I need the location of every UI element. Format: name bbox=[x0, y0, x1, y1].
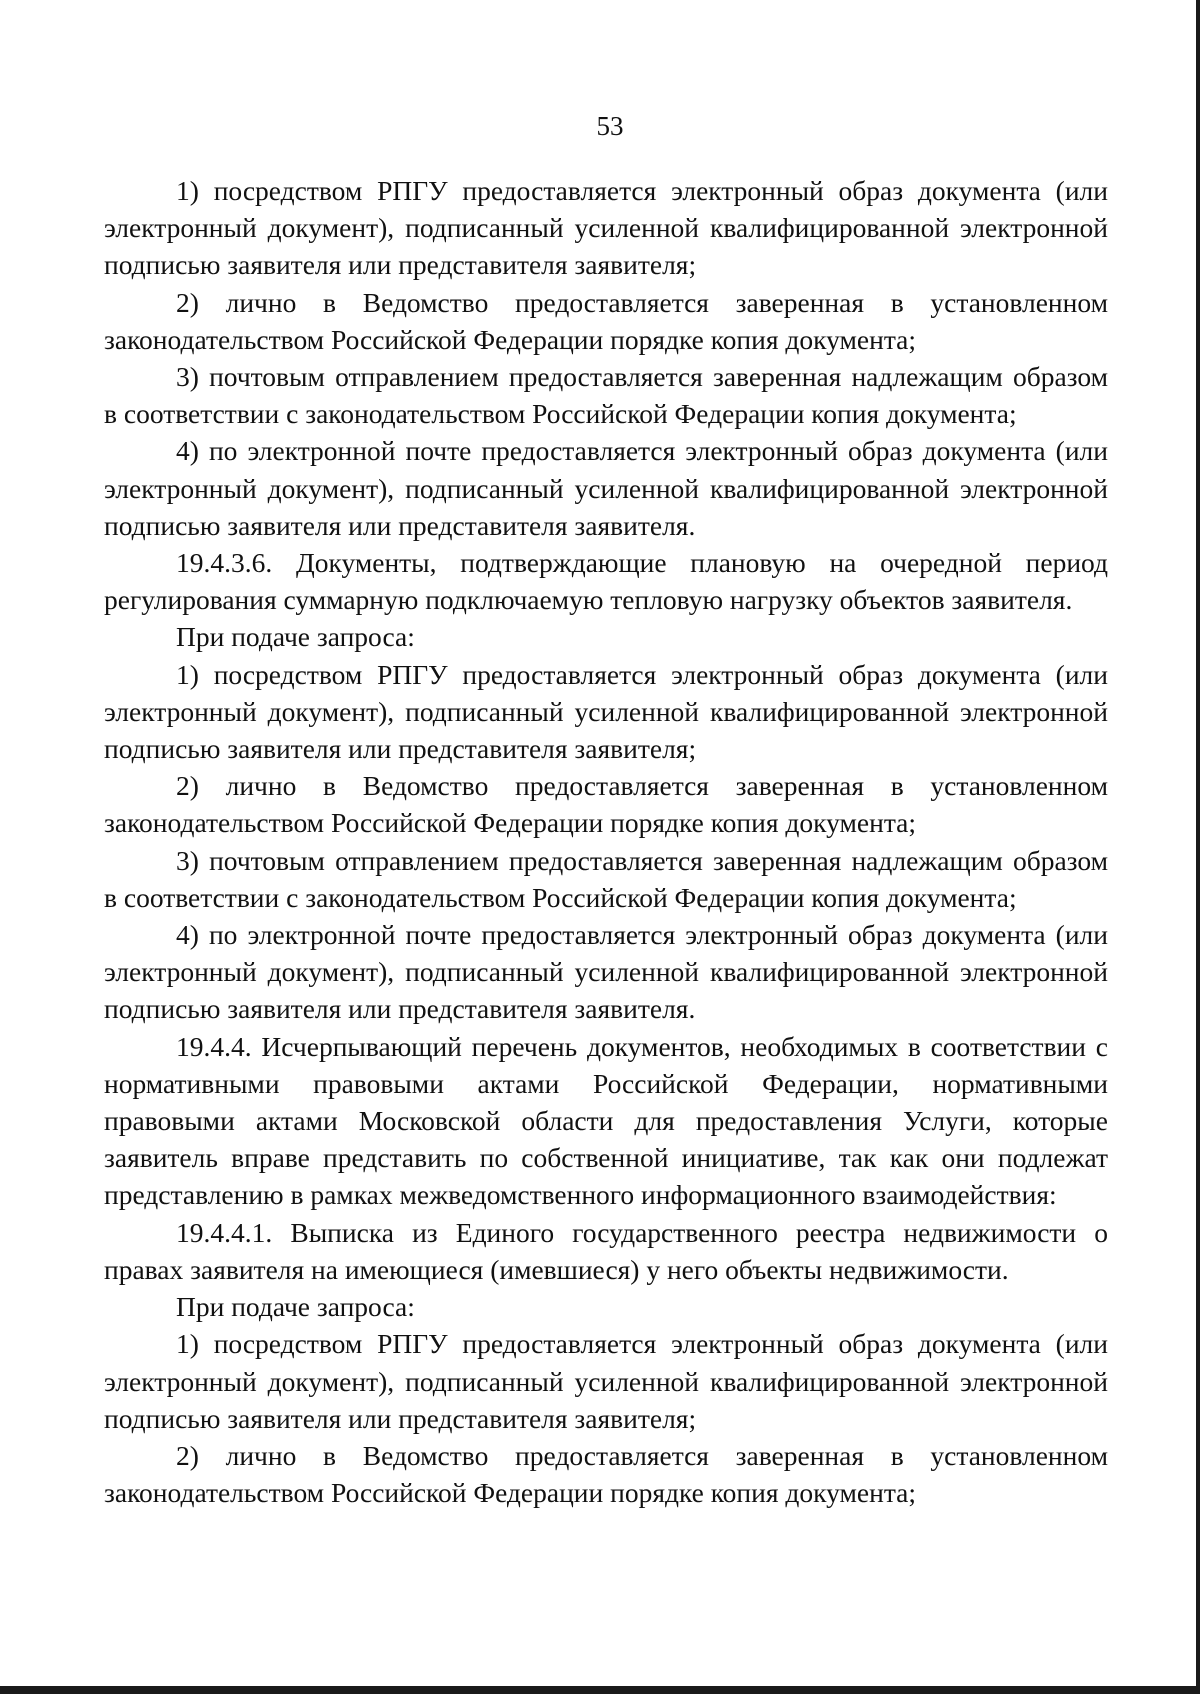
paragraph: 19.4.4. Исчерпывающий перечень документов, необходимых в соответствии с нормативными правовыми актами Российской Федерации, нормативными правовыми актами Московской области для предоставления Услуги, которые заявитель вправе представить по собственной инициативе, так как они подлежат представлению в рамках межведомственного информационного взаимодействия: bbox=[104, 1030, 1108, 1211]
paragraph: При подаче запроса: bbox=[176, 1291, 415, 1323]
paragraph: 3) почтовым отправлением предоставляется заверенная надлежащим образом в соответствии с законодательством Российской Федерации копия документа; bbox=[104, 844, 1108, 913]
paragraph: 1) посредством РПГУ предоставляется электронный образ документа (или электронный документ), подписанный усиленной квалифицированной электронной подписью заявителя или представителя заявителя; bbox=[104, 1328, 1108, 1434]
scan-border-bottom bbox=[0, 1686, 1200, 1694]
paragraph: 1) посредством РПГУ предоставляется электронный образ документа (или электронный документ), подписанный усиленной квалифицированной электронной подписью заявителя или представителя заявителя; bbox=[104, 658, 1108, 765]
paragraph: 4) по электронной почте предоставляется электронный образ документа (или электронный документ), подписанный усиленной квалифицированной электронной подписью заявителя или представителя заявителя. bbox=[104, 919, 1108, 1025]
paragraph: 2) лично в Ведомство предоставляется заверенная в установленном законодательством Российской Федерации порядке копия документа; bbox=[104, 770, 1108, 839]
page-number: 53 bbox=[596, 111, 624, 141]
paragraph: 3) почтовым отправлением предоставляется заверенная надлежащим образом в соответствии с законодательством Российской Федерации копия документа; bbox=[104, 361, 1108, 430]
paragraph: 1) посредством РПГУ предоставляется электронный образ документа (или электронный документ), подписанный усиленной квалифицированной электронной подписью заявителя или представителя заявителя; bbox=[104, 175, 1108, 281]
paragraph: 2) лично в Ведомство предоставляется заверенная в установленном законодательством Российской Федерации порядке копия документа; bbox=[104, 286, 1108, 355]
paragraph: 2) лично в Ведомство предоставляется заверенная в установленном законодательством Российской Федерации порядке копия документа; bbox=[104, 1439, 1108, 1509]
paragraph: При подаче запроса: bbox=[176, 621, 415, 653]
document-body bbox=[104, 172, 1108, 1511]
paragraph: 19.4.3.6. Документы, подтверждающие плановую на очередной период регулирования суммарную подключаемую тепловую нагрузку объектов заявителя. bbox=[104, 547, 1108, 616]
paragraph: 4) по электронной почте предоставляется электронный образ документа (или электронный документ), подписанный усиленной квалифицированной электронной подписью заявителя или представителя заявителя. bbox=[104, 435, 1108, 541]
scan-border-right bbox=[1196, 0, 1200, 1694]
paragraph: 19.4.4.1. Выписка из Единого государственного реестра недвижимости о правах заявителя на имеющиеся (имевшиеся) у него объекты недвижимости. bbox=[104, 1216, 1108, 1285]
